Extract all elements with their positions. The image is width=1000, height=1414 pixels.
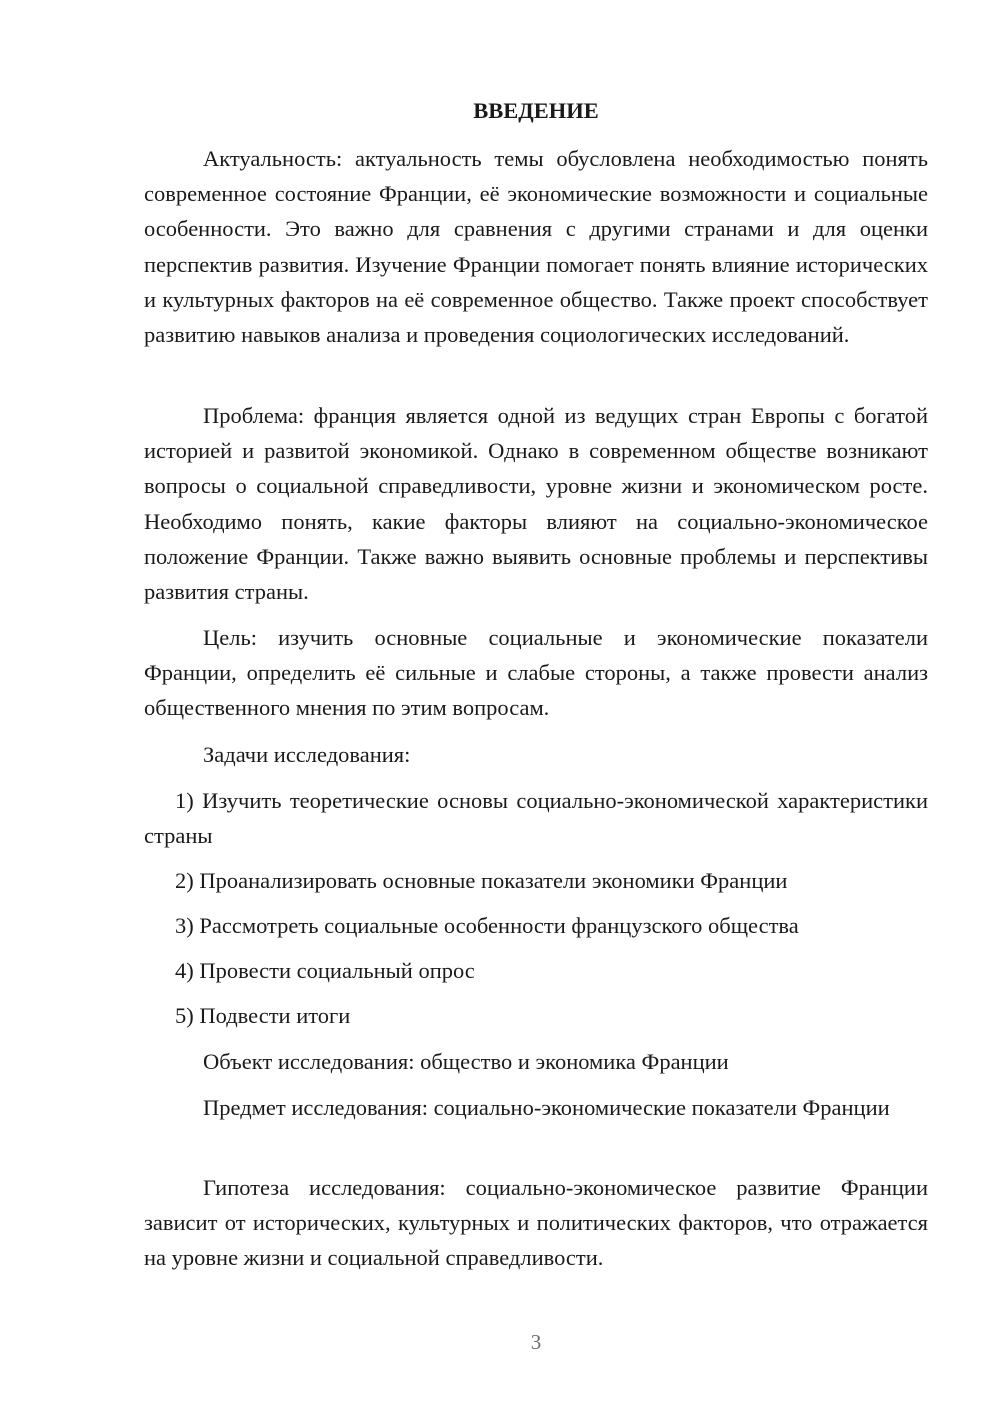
paragraph-hypothesis: [144, 1170, 928, 1276]
tasks-heading-text: Задачи исследования:: [203, 742, 411, 767]
task-item-5: [144, 998, 928, 1033]
paragraph-object: [144, 1044, 928, 1079]
paragraph-subject: [144, 1090, 928, 1125]
problem-text: Проблема: франция является одной из ведущих стран Европы с богатой историей и развитой экономикой. Однако в современном обществе возникают вопросы о социальной справедливости, уровне жизни и экономическом росте. Необходимо понять, какие факторы влияют на социально-экономическое положение Франции. Также важно выявить основные проблемы и перспективы развития страны.: [144, 403, 928, 605]
task-item-2: [144, 863, 928, 898]
task-item-text: 5) Подвести итоги: [175, 1003, 351, 1028]
paragraph-goal: [144, 620, 928, 726]
object-text: Объект исследования: общество и экономика Франции: [203, 1049, 729, 1074]
paragraph-problem: [144, 398, 928, 609]
task-item-text: 4) Провести социальный опрос: [175, 958, 475, 983]
task-item-text: 1) Изучить теоретические основы социально-экономической характеристики страны: [144, 788, 928, 849]
hypothesis-text: Гипотеза исследования: социально-экономическое развитие Франции зависит от исторических, культурных и политических факторов, что отражается на уровне жизни и социальной справедливости.: [144, 1175, 928, 1271]
relevance-text: Актуальность: актуальность темы обусловлена необходимостью понять современное состояние Франции, её экономические возможности и социальные особенности. Это важно для сравнения с другими странами и для оценки перспектив развития. Изучение Франции помогает понять влияние исторических и культурных факторов на её современное общество. Также проект способствует развитию навыков анализа и проведения социологических исследований.: [144, 146, 928, 348]
task-item-4: [144, 953, 928, 988]
paragraph-relevance: [144, 141, 928, 352]
page-title: ВВЕДЕНИЕ: [473, 98, 599, 123]
task-item-3: [144, 908, 928, 943]
page-number: 3: [530, 1330, 542, 1354]
subject-text: Предмет исследования: социально-экономические показатели Франции: [203, 1095, 890, 1120]
task-item-text: 2) Проанализировать основные показатели экономики Франции: [175, 868, 788, 893]
tasks-heading: [144, 737, 928, 772]
task-item-1: [144, 783, 928, 853]
goal-text: Цель: изучить основные социальные и экономические показатели Франции, определить её сильные и слабые стороны, а также провести анализ общественного мнения по этим вопросам.: [144, 625, 928, 721]
task-item-text: 3) Рассмотреть социальные особенности французского общества: [175, 913, 799, 938]
